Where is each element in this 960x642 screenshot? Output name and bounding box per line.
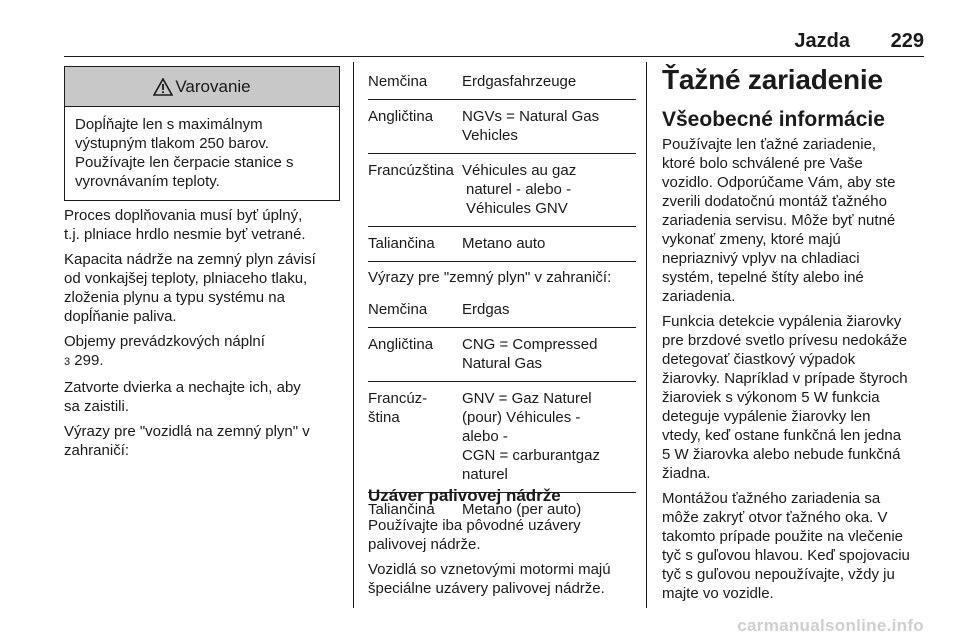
term-cell [462, 107, 636, 145]
column3-text [662, 135, 932, 609]
text-line: detegovať čiastkový výpadok [662, 351, 856, 368]
column-divider-2 [646, 62, 647, 608]
text-line: Nemčina [368, 301, 428, 318]
text-line: zariadenia servisu. Môže byť nutné [662, 212, 896, 229]
table-row [368, 72, 636, 100]
warning-header [65, 67, 339, 107]
text-line: zverili dodatočnú montáž ťažného [662, 193, 887, 210]
text-line: Zatvorte dvierka a nechajte ich, aby [64, 379, 301, 396]
column1-text [64, 206, 344, 466]
text-line: Angličtina [368, 336, 434, 353]
column-divider-1 [353, 62, 354, 608]
text-line: Používajte iba pôvodné uzávery [368, 517, 581, 534]
text-line: zariadenia. [662, 288, 736, 305]
text-line: vtedy, keď ostane funkčná len jedna [662, 427, 902, 444]
text-line: Véhicules au gaz [462, 162, 577, 179]
page-reference-link[interactable]: 299. [74, 352, 104, 369]
page-header [0, 0, 960, 60]
text-line: Erdgasfahrzeuge [462, 73, 577, 90]
text-line: dopĺňanie paliva. [64, 308, 177, 325]
terms-table-vehicles [368, 72, 636, 262]
text-line: deteguje vypálenie žiarovky len [662, 408, 871, 425]
language-cell [368, 300, 462, 319]
warning-line: vyrovnávaním teploty. [75, 173, 220, 190]
paragraph-close-door [64, 378, 344, 416]
text-line: (pour) Véhicules - [462, 409, 581, 426]
paragraph-filling-process [64, 206, 344, 244]
text-line: zloženia plynu a typu systému na [64, 289, 285, 306]
text-line: špeciálne uzávery palivovej nádrže. [368, 580, 605, 597]
section-title: Jazda [794, 30, 850, 52]
warning-line: Dopĺňajte len s maximálnym [75, 116, 263, 133]
language-cell: Angličtina [368, 108, 434, 125]
text-line: CNG = Compressed [462, 336, 598, 353]
text-line: takomto prípade použite na vlečenie [662, 528, 903, 545]
text-line: alebo - [462, 428, 508, 445]
paragraph-bulb-detection [662, 312, 932, 483]
page-number: 229 [890, 30, 924, 52]
text-line: Funkcia detekcie vypálenia žiarovky [662, 313, 902, 330]
paragraph-fluid-volumes [64, 332, 344, 372]
reference-arrow-icon: 3 [64, 356, 71, 368]
text-line: CGN = carburantgaz [462, 447, 600, 464]
text-line: GNV = Gaz Naturel [462, 390, 592, 407]
text-line: môže zakryť otvor ťažného oka. V [662, 509, 888, 526]
table-row [368, 227, 636, 262]
paragraph-approved-towbar [662, 135, 932, 306]
text-line: ktoré bolo schválené pre Vaše [662, 155, 863, 172]
text-line: sa zaistili. [64, 398, 130, 415]
warning-text [65, 107, 339, 200]
section-subheading: Uzáver palivovej nádrže [368, 486, 561, 505]
table-row [368, 382, 636, 493]
language-cell: Francúzština [368, 162, 454, 179]
table-row [368, 328, 636, 382]
paragraph-tank-capacity [64, 250, 344, 326]
text-line: žiarovky. Napríklad v prípade štyroch [662, 370, 908, 387]
column2-text [368, 516, 636, 604]
term-cell [462, 234, 636, 253]
text-line: od vonkajšej teploty, plniaceho tlaku, [64, 270, 308, 287]
text-line: ština [368, 409, 400, 426]
text-line: Metano auto [462, 235, 546, 252]
text-line: majte vo vozidle. [662, 585, 774, 602]
term-cell [462, 161, 636, 218]
text-line: Proces doplňovania musí byť úplný, [64, 207, 303, 224]
term-cell [462, 72, 636, 91]
text-line: Používajte len ťažné zariadenie, [662, 136, 877, 153]
language-cell [368, 335, 462, 373]
chapter-subtitle: Všeobecné informácie [662, 108, 885, 131]
warning-box [64, 66, 340, 201]
text-line: systém, tepelné štíty alebo iné [662, 269, 864, 286]
text-line: Montážou ťažného zariadenia sa [662, 490, 881, 507]
text-line: žiaroviek s výkonom 5 W funkcia [662, 389, 880, 406]
table-row [368, 300, 636, 328]
text-line: palivovej nádrže. [368, 536, 481, 553]
text-line: Erdgas [462, 301, 510, 318]
text-line: Natural Gas [462, 355, 543, 372]
term-cell [462, 335, 636, 373]
paragraph-gas-terms-intro: Výrazy pre "zemný plyn" v zahraničí: [368, 269, 612, 286]
table-row [368, 100, 636, 154]
text-line: Véhicules GNV [466, 200, 568, 217]
header-rule [64, 56, 924, 57]
text-line: Výrazy pre "vozidlá na zemný plyn" v [64, 423, 310, 440]
text-line: tyč s guľovou hlavou. Keď spojovaciu [662, 547, 910, 564]
watermark: carmanualsonline.info [737, 616, 924, 635]
text-line: nepriaznivý vplyv na chladiaci [662, 250, 860, 267]
language-cell: Nemčina [368, 73, 428, 90]
text-line: NGVs = Natural Gas [462, 108, 600, 125]
text-line: Vozidlá so vznetovými motormi majú [368, 561, 611, 578]
language-cell: Taliančina [368, 235, 435, 252]
warning-line: Používajte len čerpacie stanice s [75, 154, 294, 171]
text-line: žiadna. [662, 465, 711, 482]
text-line: Kapacita nádrže na zemný plyn závisí [64, 251, 316, 268]
paragraph-original-caps [368, 516, 636, 554]
paragraph-terms-intro [64, 422, 344, 460]
text-line: Taliančina [368, 501, 435, 518]
text-line: zahraničí: [64, 442, 130, 459]
text-line: naturel - alebo - [466, 181, 572, 198]
table-row [368, 154, 636, 227]
text-line: Objemy prevádzkových náplní [64, 333, 265, 350]
warning-title: Varovanie [175, 76, 251, 96]
text-line: Vehicles [462, 127, 518, 144]
text-line: naturel [462, 466, 508, 483]
text-line: t.j. plniace hrdlo nesmie byť vetrané. [64, 226, 306, 243]
paragraph-diesel-caps [368, 560, 636, 598]
language-cell [368, 389, 462, 484]
paragraph-towing-eye [662, 489, 932, 603]
warning-triangle-icon [153, 78, 173, 96]
text-line: pre brzdové svetlo prívesu nedokáže [662, 332, 908, 349]
text-line: Metano (per auto) [462, 501, 582, 518]
warning-line: výstupným tlakom 250 barov. [75, 135, 269, 152]
text-line: tyč s guľovou nepoužívajte, vždy ju [662, 566, 895, 583]
term-cell [462, 389, 636, 484]
text-line: vykonať zmeny, ktoré majú [662, 231, 841, 248]
text-line: Francúz- [368, 390, 428, 407]
chapter-title: Ťažné zariadenie [662, 64, 883, 95]
term-cell [462, 300, 636, 319]
text-line: 5 W žiarovka alebo nebude funkčná [662, 446, 901, 463]
text-line: vozidlo. Odporúčame Vám, aby ste [662, 174, 896, 191]
